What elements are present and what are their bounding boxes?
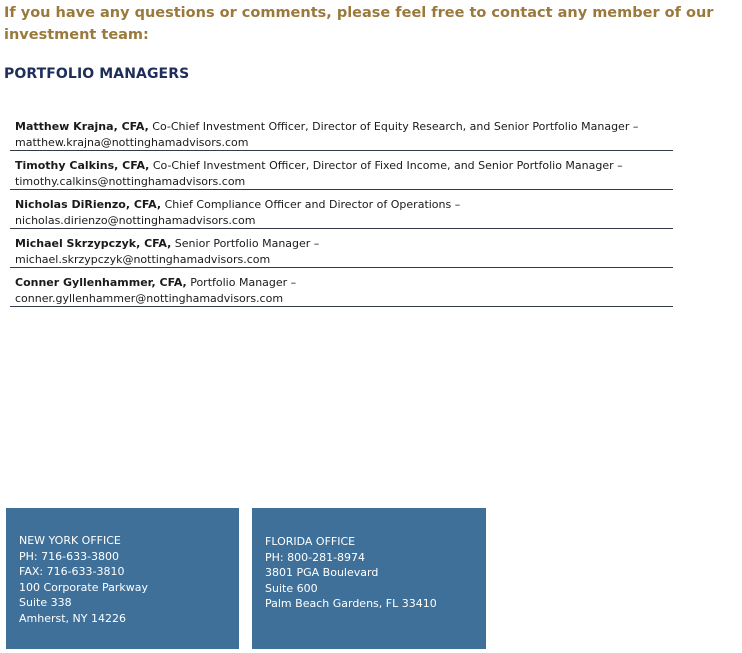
managers-list	[10, 112, 673, 307]
office-phone: PH: 716-633-3800	[19, 549, 120, 563]
manager-name: Conner Gyllenhammer, CFA,	[15, 276, 187, 289]
florida-office-box	[252, 508, 486, 649]
manager-role: Chief Compliance Officer and Director of Operations –	[161, 198, 461, 211]
manager-email[interactable]: timothy.calkins@nottinghamadvisors.com	[15, 175, 246, 188]
intro-text: If you have any questions or comments, please feel free to contact any member of our investment team:	[4, 5, 714, 43]
manager-name: Michael Skrzypczyk, CFA,	[15, 237, 172, 250]
manager-email[interactable]: michael.skrzypczyk@nottinghamadvisors.com	[15, 253, 271, 266]
office-fax: FAX: 716-633-3810	[19, 565, 125, 579]
office-city: Palm Beach Gardens, FL 33410	[265, 597, 437, 611]
office-address-line-2: Suite 600	[265, 581, 318, 595]
manager-entry-krajna	[10, 112, 673, 151]
manager-email[interactable]: nicholas.dirienzo@nottinghamadvisors.com	[15, 214, 256, 227]
manager-email[interactable]: matthew.krajna@nottinghamadvisors.com	[15, 136, 249, 149]
manager-entry-gyllenhammer	[10, 268, 673, 307]
manager-role: Co-Chief Investment Officer, Director of Equity Research, and Senior Portfolio Manager –	[148, 120, 639, 133]
office-phone: PH: 800-281-8974	[265, 550, 366, 564]
office-address-line-1: 3801 PGA Boulevard	[265, 566, 379, 580]
office-title: NEW YORK OFFICE	[19, 534, 121, 547]
manager-name: Nicholas DiRienzo, CFA,	[15, 198, 162, 211]
manager-entry-dirienzo	[10, 190, 673, 229]
office-title: FLORIDA OFFICE	[265, 535, 356, 548]
manager-role: Co-Chief Investment Officer, Director of Fixed Income, and Senior Portfolio Manager –	[149, 159, 623, 172]
office-address-line-1: 100 Corporate Parkway	[19, 580, 148, 594]
manager-entry-skrzypczyk	[10, 229, 673, 268]
office-address-line-2: Suite 338	[19, 596, 72, 610]
manager-role: Senior Portfolio Manager –	[171, 237, 320, 250]
manager-name: Matthew Krajna, CFA,	[15, 120, 149, 133]
manager-email[interactable]: conner.gyllenhammer@nottinghamadvisors.com	[15, 292, 284, 305]
manager-entry-calkins	[10, 151, 673, 190]
new-york-office-box	[6, 508, 239, 649]
manager-role: Portfolio Manager –	[186, 276, 297, 289]
portfolio-managers-heading: PORTFOLIO MANAGERS	[4, 66, 190, 82]
manager-name: Timothy Calkins, CFA,	[15, 159, 150, 172]
office-city: Amherst, NY 14226	[19, 611, 126, 625]
